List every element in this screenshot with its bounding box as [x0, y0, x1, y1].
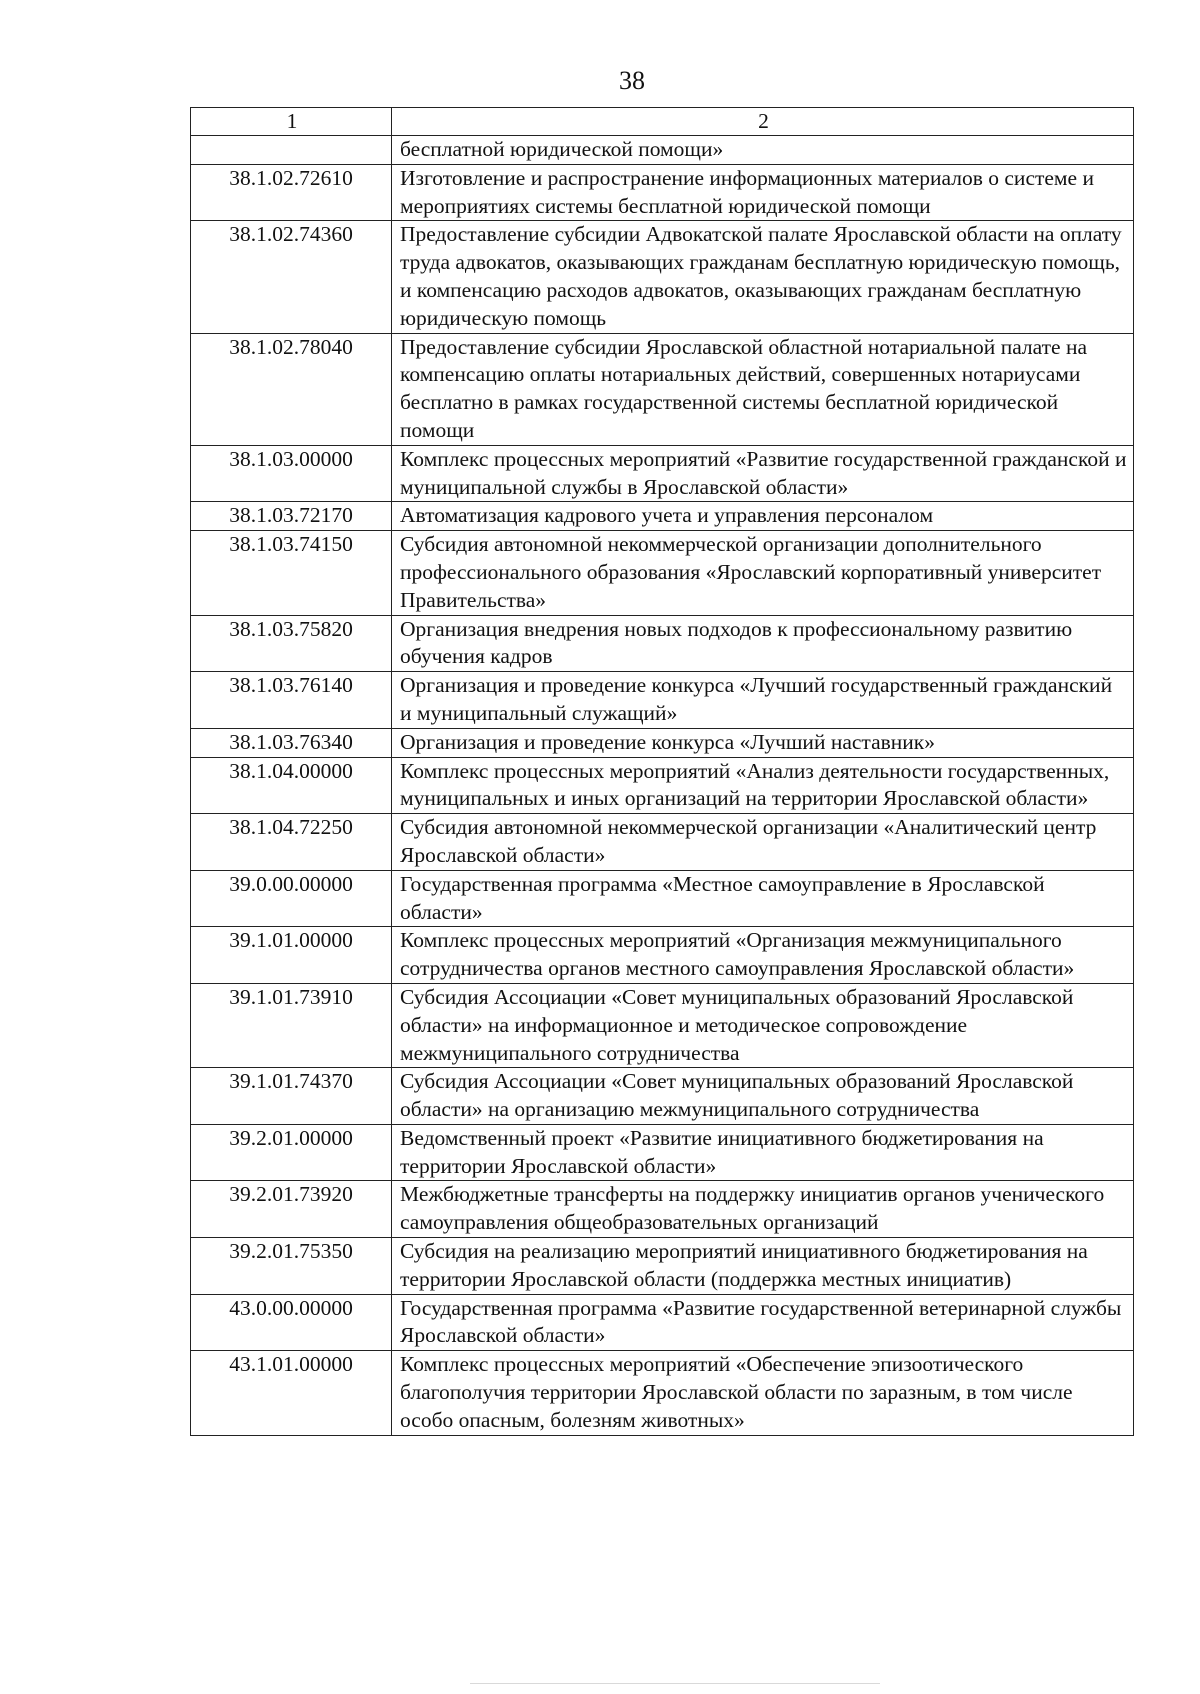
table-row: [191, 814, 1134, 871]
page-number: 38: [619, 66, 645, 95]
row-code: 39.2.01.00000: [191, 1124, 392, 1181]
row-code: 39.2.01.73920: [191, 1181, 392, 1238]
table-header-row: [191, 108, 1134, 136]
row-name: Государственная программа «Местное самоуправление в Ярославской области»: [392, 870, 1134, 927]
row-name: Предоставление субсидии Ярославской областной нотариальной палате на компенсацию оплаты нотариальных действий, совершенных нотариусами бесплатно в рамках государственной системы бесплатной юридической помощи: [392, 333, 1134, 445]
table-row: [191, 531, 1134, 615]
table-row: [191, 983, 1134, 1067]
table-row: [191, 1181, 1134, 1238]
table-row: [191, 728, 1134, 757]
table-row: [191, 672, 1134, 729]
row-name: Комплекс процессных мероприятий «Анализ деятельности государственных, муниципальных и иных организаций на территории Ярославской области»: [392, 757, 1134, 814]
row-code: 39.1.01.73910: [191, 983, 392, 1067]
row-code: 38.1.03.74150: [191, 531, 392, 615]
table-row: [191, 1068, 1134, 1125]
scan-artifact-line: [470, 1683, 880, 1684]
row-code: 43.1.01.00000: [191, 1351, 392, 1435]
table-row: [191, 333, 1134, 445]
row-name: Организация внедрения новых подходов к профессиональному развитию обучения кадров: [392, 615, 1134, 672]
row-code: [191, 136, 392, 165]
row-name: Субсидия автономной некоммерческой организации дополнительного профессионального образования «Ярославский корпоративный университет Правительства»: [392, 531, 1134, 615]
row-name: Субсидия на реализацию мероприятий инициативного бюджетирования на территории Ярославской области (поддержка местных инициатив): [392, 1238, 1134, 1295]
table-row: [191, 1294, 1134, 1351]
row-code: 38.1.04.00000: [191, 757, 392, 814]
table-row: [191, 927, 1134, 984]
budget-classification-table: [190, 107, 1134, 1436]
table-row: [191, 757, 1134, 814]
row-name: Субсидия Ассоциации «Совет муниципальных образований Ярославской области» на организацию межмуниципального сотрудничества: [392, 1068, 1134, 1125]
row-name: Организация и проведение конкурса «Лучший наставник»: [392, 728, 1134, 757]
column-header-code: 1: [191, 108, 392, 136]
row-code: 38.1.02.72610: [191, 164, 392, 221]
row-code: 38.1.02.74360: [191, 221, 392, 333]
row-name: Автоматизация кадрового учета и управления персоналом: [392, 502, 1134, 531]
row-name: бесплатной юридической помощи»: [392, 136, 1134, 165]
row-name: Организация и проведение конкурса «Лучший государственный гражданский и муниципальный служащий»: [392, 672, 1134, 729]
table-row: [191, 164, 1134, 221]
row-code: 38.1.03.00000: [191, 445, 392, 502]
row-name: Государственная программа «Развитие государственной ветеринарной службы Ярославской области»: [392, 1294, 1134, 1351]
table-row: [191, 221, 1134, 333]
column-header-name: 2: [392, 108, 1134, 136]
table-row: [191, 1351, 1134, 1435]
row-code: 38.1.02.78040: [191, 333, 392, 445]
row-code: 38.1.04.72250: [191, 814, 392, 871]
row-name: Комплекс процессных мероприятий «Развитие государственной гражданской и муниципальной службы в Ярославской области»: [392, 445, 1134, 502]
row-name: Субсидия автономной некоммерческой организации «Аналитический центр Ярославской области»: [392, 814, 1134, 871]
table-row: [191, 1238, 1134, 1295]
row-code: 39.1.01.00000: [191, 927, 392, 984]
row-code: 38.1.03.76340: [191, 728, 392, 757]
table-row: [191, 615, 1134, 672]
row-code: 38.1.03.72170: [191, 502, 392, 531]
row-name: Комплекс процессных мероприятий «Организация межмуниципального сотрудничества органов местного самоуправления Ярославской области»: [392, 927, 1134, 984]
table-row: [191, 1124, 1134, 1181]
row-code: 38.1.03.75820: [191, 615, 392, 672]
row-name: Комплекс процессных мероприятий «Обеспечение эпизоотического благополучия территории Ярославской области по заразным, в том числе особо опасным, болезням животных»: [392, 1351, 1134, 1435]
row-name: Ведомственный проект «Развитие инициативного бюджетирования на территории Ярославской области»: [392, 1124, 1134, 1181]
table-row: [191, 445, 1134, 502]
row-name: Изготовление и распространение информационных материалов о системе и мероприятиях системы бесплатной юридической помощи: [392, 164, 1134, 221]
table-row: [191, 502, 1134, 531]
row-code: 39.1.01.74370: [191, 1068, 392, 1125]
row-code: 38.1.03.76140: [191, 672, 392, 729]
row-name: Предоставление субсидии Адвокатской палате Ярославской области на оплату труда адвокатов, оказывающих гражданам бесплатную юридическую помощь, и компенсацию расходов адвокатов, оказывающих гражданам бесплатную юридическую помощь: [392, 221, 1134, 333]
table-row: [191, 136, 1134, 165]
row-name: Субсидия Ассоциации «Совет муниципальных образований Ярославской области» на информационное и методическое сопровождение межмуниципального сотрудничества: [392, 983, 1134, 1067]
row-code: 39.0.00.00000: [191, 870, 392, 927]
row-code: 39.2.01.75350: [191, 1238, 392, 1295]
row-code: 43.0.00.00000: [191, 1294, 392, 1351]
row-name: Межбюджетные трансферты на поддержку инициатив органов ученического самоуправления общеобразовательных организаций: [392, 1181, 1134, 1238]
table-row: [191, 870, 1134, 927]
